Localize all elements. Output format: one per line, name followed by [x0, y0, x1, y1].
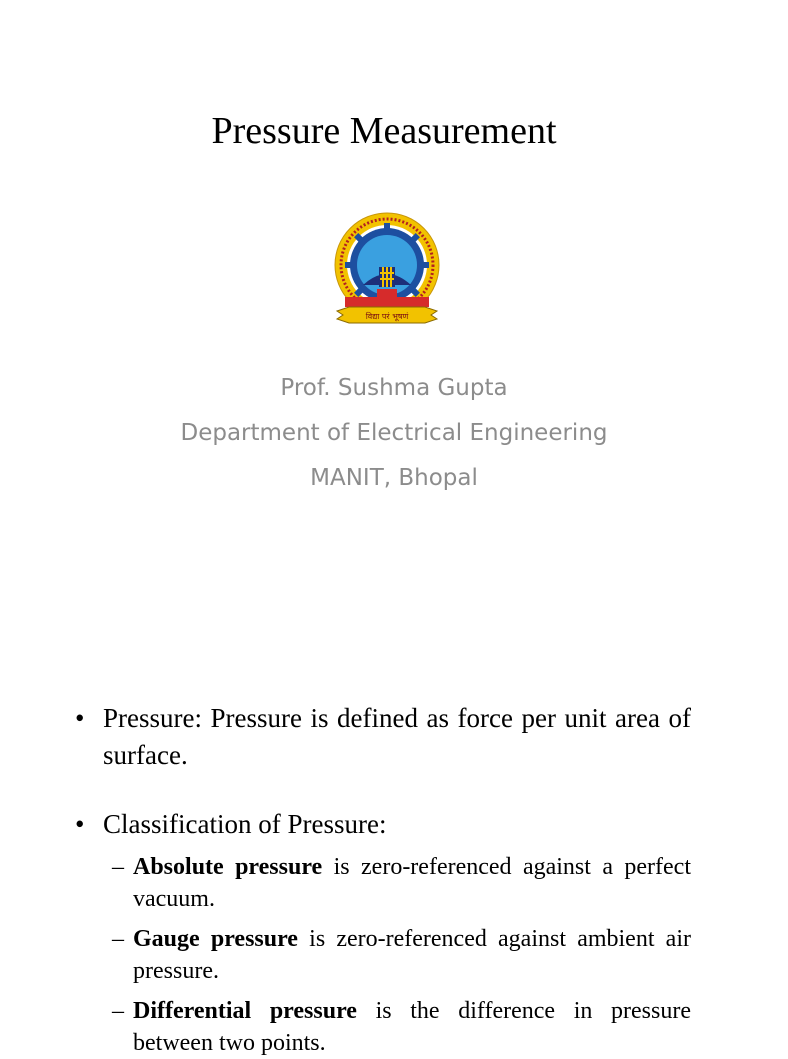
sub-text: is zero-referenced against ambient air pressure. [133, 926, 691, 984]
sub-dash: – [112, 998, 124, 1024]
sub-item-gauge [75, 923, 691, 987]
institute-name: MANIT, Bhopal [310, 465, 478, 491]
institute-logo [323, 207, 451, 335]
bullet-dot: • [75, 703, 85, 733]
author-name: Prof. Sushma Gupta [280, 375, 508, 401]
author-block [0, 366, 788, 501]
sub-dash: – [112, 854, 124, 880]
content-slide [0, 640, 768, 1056]
sub-term: Gauge pressure [133, 926, 298, 952]
bullet-text: Pressure: Pressure is defined as force per unit area of surface. [103, 703, 691, 770]
logo-motto: विद्या परं भूषणं [365, 312, 409, 321]
sub-dash: – [112, 926, 124, 952]
sub-item-differential [75, 995, 691, 1059]
bullet-dot: • [75, 809, 85, 839]
sub-term: Differential pressure [133, 998, 357, 1024]
department-name: Department of Electrical Engineering [180, 420, 608, 446]
sub-text: is the difference in pressure between two points. [133, 998, 691, 1056]
sub-term: Absolute pressure [133, 854, 323, 880]
bullet-classification [75, 806, 691, 843]
bullet-definition [75, 700, 691, 774]
slide-content [75, 700, 691, 1059]
sub-item-absolute [75, 851, 691, 915]
bullet-text: Classification of Pressure: [103, 809, 387, 839]
sub-text: is zero-referenced against a perfect vacuum. [133, 854, 691, 912]
slide-title: Pressure Measurement [211, 110, 557, 152]
